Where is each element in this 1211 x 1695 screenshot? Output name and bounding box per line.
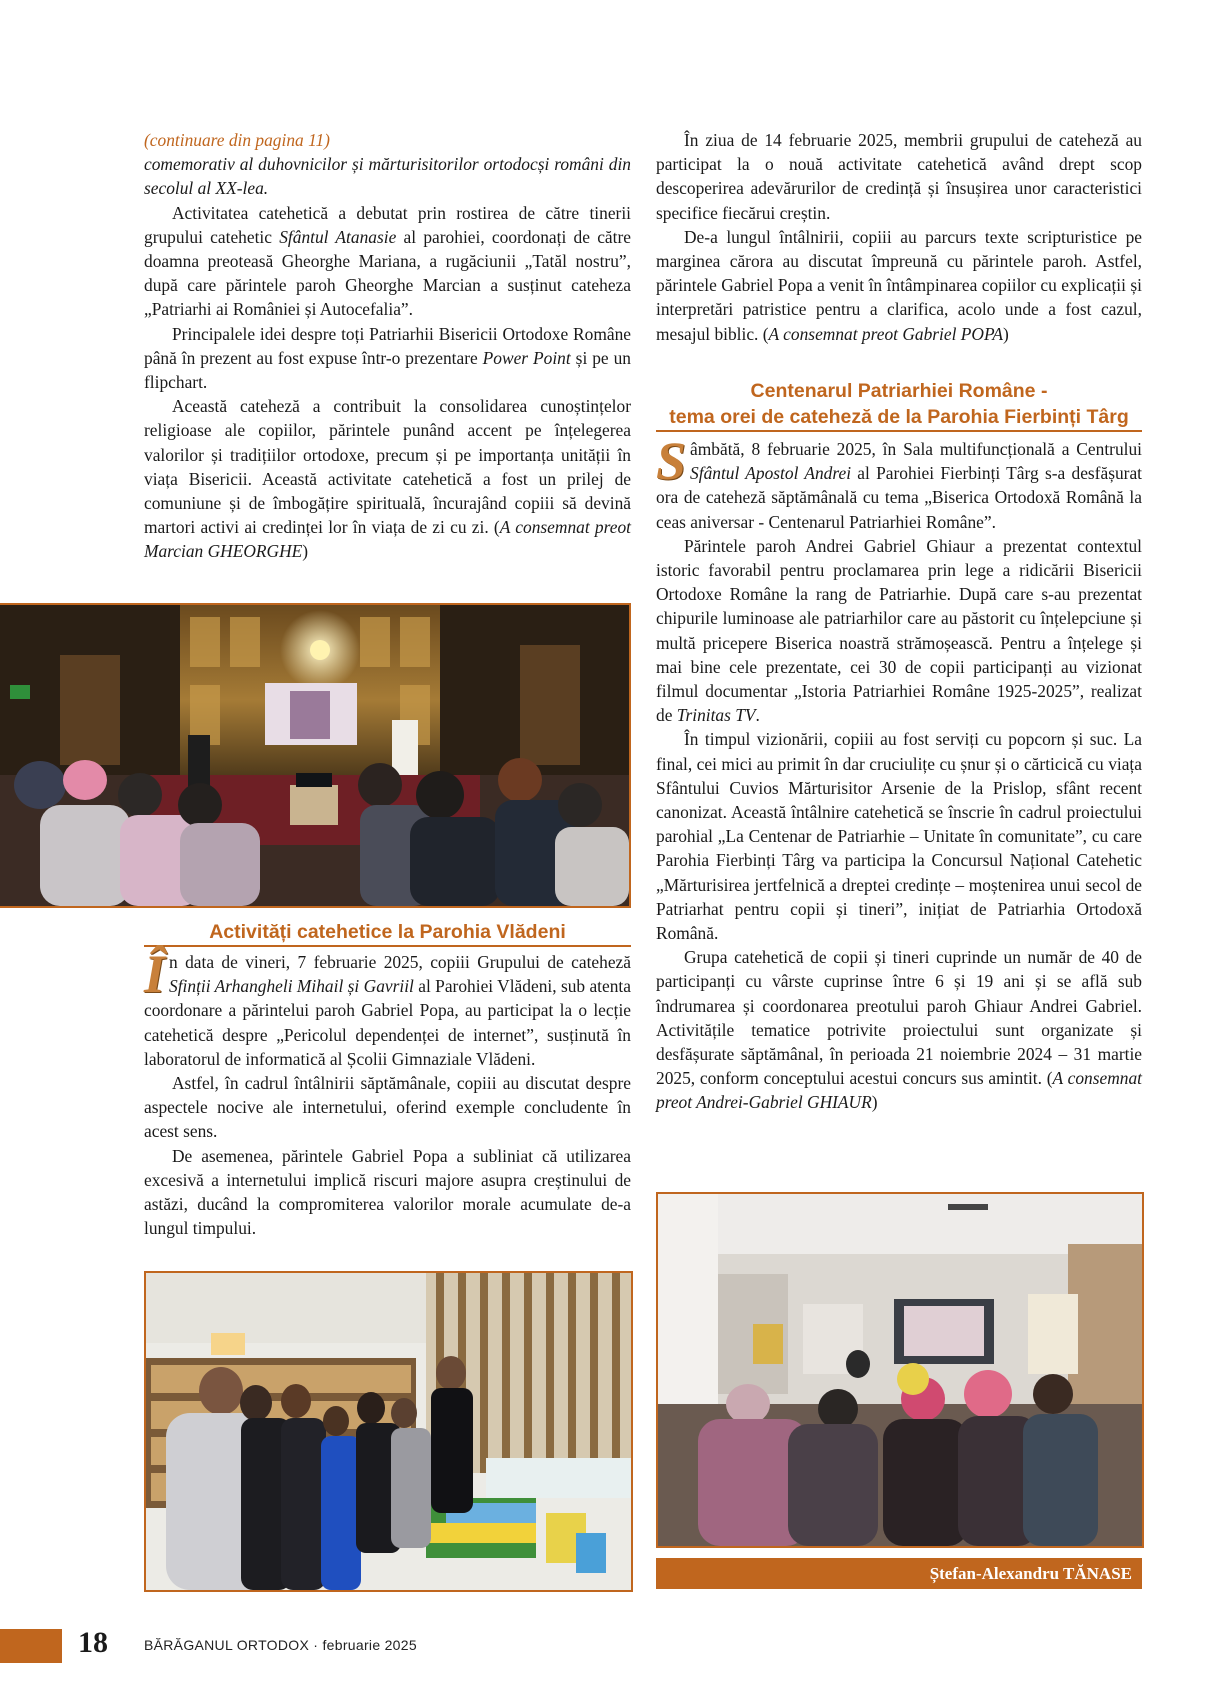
multifunctional-hall-photo xyxy=(656,1192,1144,1548)
section-title-fierbinti: Centenarul Patriarhiei Române - tema orei de cateheză de la Parohia Fierbinți Târg xyxy=(656,378,1142,436)
paragraph: În data de vineri, 7 februarie 2025, copiii Grupului de cateheză Sfinții Arhangheli Mihail și Gavriil al Parohiei Vlădeni, sub atenta coordonare a părintelui paroh Gabriel Popa, au participat la o lecție catehetică despre „Pericolul dependenței de internet”, susținută în laboratorul de informatică al Școlii Gimnaziale Vlădeni. xyxy=(144,944,631,1069)
paragraph: Activitatea catehetică a debutat prin rostirea de către tinerii grupului catehetic Sfântul Atanasie al parohiei, coordonați de către doamna preoteasă Gheorghe Mariana, a rugăciunii „Tatăl nostru”, după care părintele paroh Gheorghe Marcian a susținut cateheza „Patriarhi ai României și Autocefalia”. xyxy=(144,202,631,320)
hall-photo-illustration xyxy=(658,1194,1142,1546)
paragraph: Principalele idei despre toți Patriarhii Bisericii Ortodoxe Române până în prezent au fost expuse într-o prezentare Power Point și pe un flipchart. xyxy=(144,323,631,393)
section-title-vladeni: Activități catehetice la Parohia Vlădeni xyxy=(144,919,631,947)
drop-cap: S xyxy=(656,431,687,491)
paragraph: Astfel, în cadrul întâlnirii săptămânale, copiii au discutat despre aspectele nocive ale internetului, oferind exemple concludente în acest sens. xyxy=(144,1073,631,1142)
paragraph: În timpul vizionării, copiii au fost serviți cu popcorn și suc. La final, cei mici au primit în dar cruciulițe cu șnur și o cărticică cu viața Sfântului Cuvios Mărturisitor Arsenie de la Prislop, sfânt recent canonizat. Această întâlnire catehetică se înscrie în cadrul proiectului parohial „La Centenar de Patriarhie – Unitate în comunitate”, cu care Parohia Fierbinți Târg va participa la Concursul Național Catehetic „Mărturisirea jertfelnică a dreptei credințe – moștenirea unui secol de Patriarhat pentru copii și tineri”, inițiat de Patriarhia Ortodoxă Română. xyxy=(656,729,1142,944)
library-group-photo xyxy=(144,1271,633,1592)
church-catechesis-photo xyxy=(0,603,631,908)
paragraph: Grupa catehetică de copii și tineri cuprinde un număr de 40 de participanți cu vârste cuprinse între 6 și 19 ani și se află sub îndrumarea și coordonarea preotului paroh Ghiaur Andrei Gabriel. Activitățile tematice potrivite proiectului sunt organizate și desfășurate săptămânal, în perioada 21 noiembrie 2024 – 31 martie 2025, conform conceptului acestui concurs sus amintit. (A consemnat preot Andrei-Gabriel GHIAUR) xyxy=(656,947,1142,1113)
left-column-bottom xyxy=(144,944,631,1240)
photo-credit: Ștefan-Alexandru TĂNASE xyxy=(656,1558,1142,1589)
footer-publication: BĂRĂGANUL ORTODOX · februarie 2025 xyxy=(144,1637,417,1653)
paragraph: Sâmbătă, 8 februarie 2025, în Sala multifuncțională a Centrului Sfântul Apostol Andrei al Parohiei Fierbinți Târg s-a desfășurat ora de cateheză săptămânală cu tema „Biserica Ortodoxă Română la ceas aniversar - Centenarul Patriarhiei Române”. xyxy=(656,431,1142,532)
church-photo-illustration xyxy=(0,605,629,906)
paragraph: De-a lungul întâlnirii, copiii au parcurs texte scripturistice pe marginea cărora au discutat împreună cu părintele paroh. Astfel, părintele Gabriel Popa a venit în întâmpinarea copiilor cu explicații și interpretări patristice pentru a clarifica, acolo unde a fost cazul, mesajul biblic. (A consemnat preot Gabriel POPA) xyxy=(656,226,1142,344)
drop-cap: Î xyxy=(144,944,166,1004)
continuation-note: (continuare din pagina 11) xyxy=(144,130,330,150)
right-column-top xyxy=(656,128,1142,346)
page-number: 18 xyxy=(78,1626,108,1659)
paragraph: În ziua de 14 februarie 2025, membrii grupului de cateheză au participat la o nouă activitate catehetică având drept scop descoperirea adevărurilor de credință și însușirea unor caracteristici specifice fiecărui creștin. xyxy=(656,130,1142,223)
library-photo-illustration xyxy=(146,1273,631,1590)
footer-accent-bar xyxy=(0,1629,62,1663)
left-column-top xyxy=(144,128,631,564)
paragraph: Părintele paroh Andrei Gabriel Ghiaur a prezentat contextul istoric favorabil pentru proclamarea prin lege a ridicării Bisericii Ortodoxe Române la rang de Patriarhie. După care s-au prezentat chipurile luminoase ale patriarhilor care au păstorit cu înțelepciune și multă pricepere Biserica noastră strămoșească. Pentru a înțelege și mai bine cele prezentate, cei 30 de copii participanți au vizionat filmul documentar „Istoria Patriarhiei Române 1925-2025”, realizat de Trinitas TV. xyxy=(656,535,1142,726)
paragraph: De asemenea, părintele Gabriel Popa a subliniat că utilizarea excesivă a internetului implică riscuri majore asupra creștinului de astăzi, ducând la compromiterea valorilor morale acumulate de-a lungul timpului. xyxy=(144,1145,631,1239)
right-column-bottom xyxy=(656,431,1142,1115)
intro-paragraph: comemorativ al duhovnicilor și mărturisitorilor ortodocși români din secolul al XX-lea. xyxy=(144,154,631,199)
paragraph: Această cateheză a contribuit la consolidarea cunoștințelor religioase ale copiilor, părintele punând accent pe înțelegerea valorilor și tradițiilor ortodoxe, precum și pe importanța unității în viața Bisericii. Această activitate catehetică a fost un prilej de comuniune și de îmbogățire spirituală, încurajând copiii să devină martori activi ai credinței lor în viața de zi cu zi. (A consemnat preot Marcian GHEORGHE) xyxy=(144,396,631,562)
